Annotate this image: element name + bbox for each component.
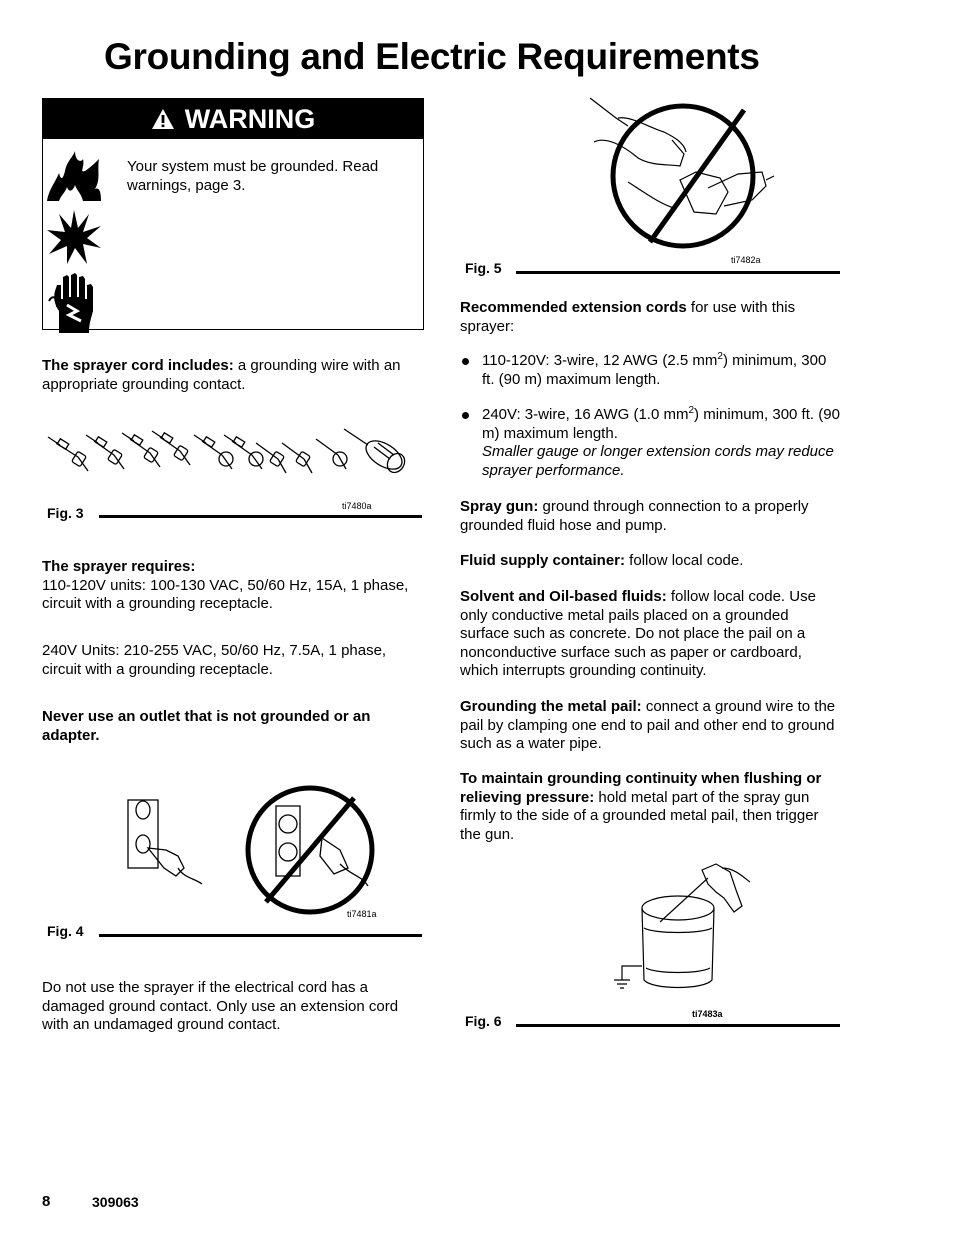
bullet-icon [462, 358, 469, 365]
page-title: Grounding and Electric Requirements [104, 36, 760, 77]
fig6-rule [516, 1024, 840, 1027]
never-outlet-warning: Never use an outlet that is not grounded or an adapter. [42, 708, 371, 744]
list-item: 240V: 3-wire, 16 AWG (1.0 $mm^2$) minimum, 300 ft. (90 m) maximum length. Smaller gauge or longer extension cords may reduce sprayer performance. [460, 406, 840, 480]
hazard-icons [45, 149, 101, 340]
grounded-pail-illustration [612, 862, 758, 996]
requires-240: 240V Units: 210-255 VAC, 50/60 Hz, 7.5A, 1 phase, circuit with a grounding receptacle. [42, 642, 387, 678]
fig6-id: ti7483a [692, 1009, 723, 1019]
list-item: 110-120V: 3-wire, 12 AWG (2.5 $mm^2$) minimum, 300 ft. (90 m) maximum length. [460, 352, 840, 389]
warning-label: WARNING [184, 103, 316, 134]
fig5-label: Fig. 5 [465, 260, 502, 276]
warning-triangle-icon [151, 108, 175, 130]
warning-text: Your system must be grounded. Read warnings, page 3. [127, 158, 379, 194]
requires-paragraph [42, 558, 422, 614]
fig4-label: Fig. 4 [47, 923, 84, 939]
fig3-label: Fig. 3 [47, 505, 84, 521]
fig5-rule [516, 271, 840, 274]
extension-cord-list [460, 352, 840, 480]
cord-paragraph [42, 357, 422, 394]
extension-cords-paragraph [460, 299, 840, 336]
ext-lead: Recommended extension cords [460, 299, 687, 316]
flushing-paragraph: To maintain grounding continuity when flushing or relieving pressure: hold metal part of the spray gun firmly to the side of a grounded metal pail, then trigger the gun. [460, 770, 822, 843]
fig4-id: ti7481a [347, 909, 377, 919]
fluid-supply-paragraph: Fluid supply container: follow local code. [460, 552, 744, 569]
ext-text: for use with this sprayer: [460, 299, 796, 335]
warning-box [42, 98, 424, 330]
fig4-rule [99, 934, 422, 937]
no-adapter-illustration [588, 96, 778, 256]
metal-pail-paragraph: Grounding the metal pail: connect a ground wire to the pail by clamping one end to pail and other end to ground such as a water pipe. [460, 698, 836, 752]
fig3-id: ti7480a [342, 501, 372, 511]
fig5-id: ti7482a [731, 255, 761, 265]
cord-performance-note: Smaller gauge or longer extension cords may reduce sprayer performance. [482, 443, 834, 479]
solvent-paragraph: Solvent and Oil-based fluids: follow local code. Use only conductive metal pails placed on a grounded surface such as concrete. Do not place the pail on a nonconductive surface such as paper or cardboard, which interrupts grounding continuity. [460, 588, 816, 679]
electric-shock-hazard-icon [45, 271, 103, 335]
damaged-cord-paragraph: Do not use the sprayer if the electrical cord has a damaged ground contact. Only use an extension cord with an undamaged ground contact. [42, 979, 399, 1033]
fire-hazard-icon [45, 149, 103, 203]
fig3-rule [99, 515, 422, 518]
requires-lead: The sprayer requires: [42, 558, 196, 575]
document-number: 309063 [92, 1194, 139, 1210]
bullet-icon [462, 412, 469, 419]
cord-lead: The sprayer cord includes: [42, 357, 234, 374]
page-number: 8 [42, 1193, 51, 1210]
requires-110: 110-120V units: 100-130 VAC, 50/60 Hz, 15A, 1 phase, circuit with a grounding receptacle. [42, 576, 409, 612]
spray-gun-paragraph: Spray gun: ground through connection to a properly grounded fluid hose and pump. [460, 498, 809, 534]
explosion-hazard-icon [45, 208, 103, 266]
warning-header [43, 99, 423, 139]
fig6-label: Fig. 6 [465, 1013, 502, 1029]
outlet-illustration [126, 784, 388, 918]
plug-types-illustration [44, 425, 416, 485]
cord-text: a grounding wire with an appropriate grounding contact. [42, 357, 401, 393]
